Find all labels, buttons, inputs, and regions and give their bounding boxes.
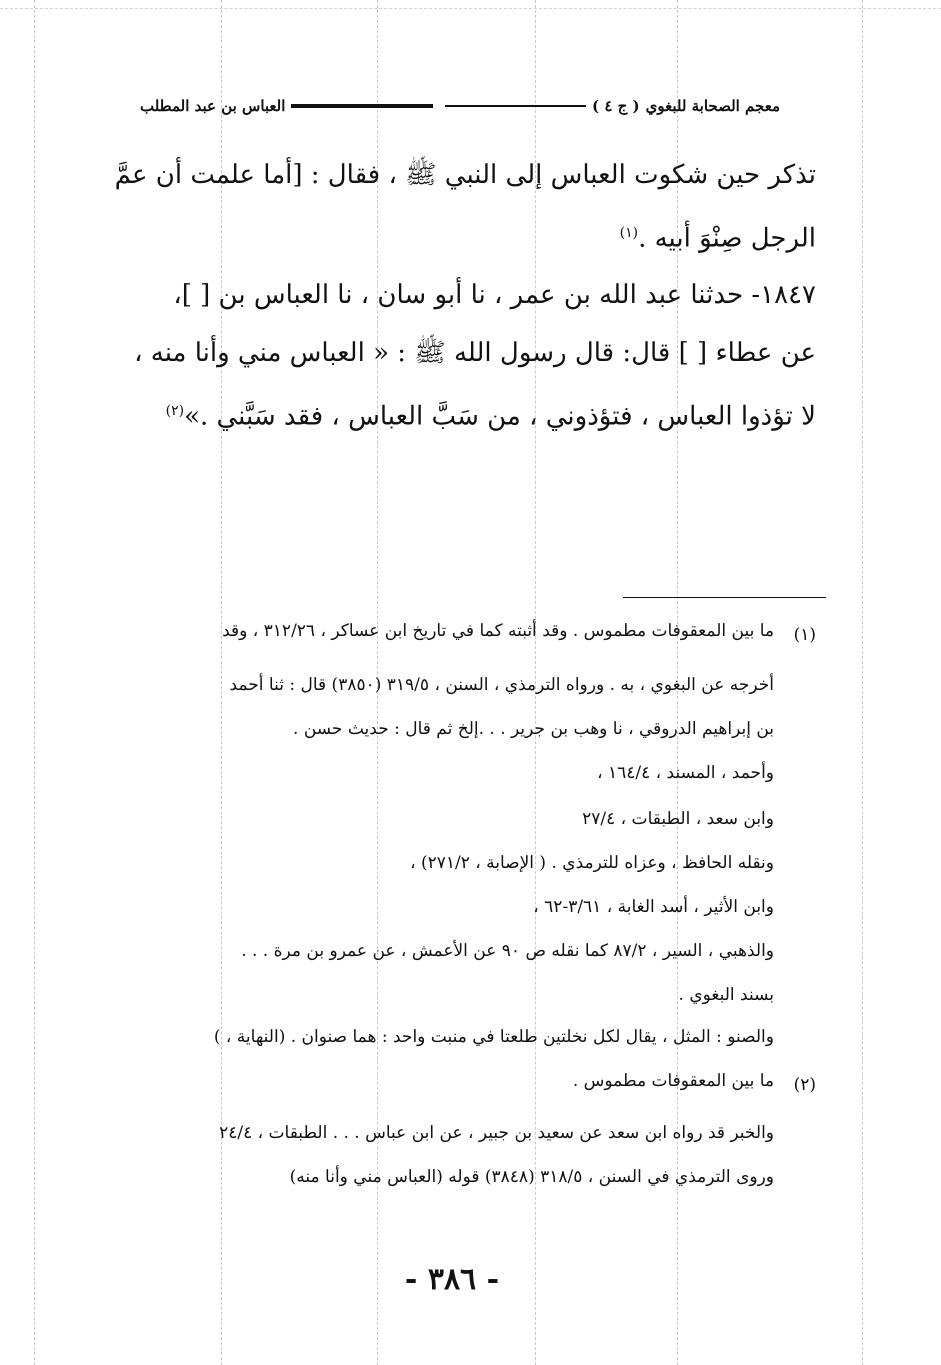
- footnote-line: والخبر قد رواه ابن سعد عن سعيد بن جبير ، عن ابن عباس . . . الطبقات ، ٢٤/٤: [219, 1123, 774, 1143]
- footnote-line: ونقله الحافظ ، وعزاه للترمذي . ( الإصابة ، ٢٧١/٢) ،: [410, 853, 774, 873]
- footnote-line: وأحمد ، المسند ، ١٦٤/٤ ،: [597, 763, 774, 783]
- footnotes: [96, 620, 816, 1200]
- running-header: [140, 92, 780, 120]
- footnote-marker: (١): [793, 625, 816, 645]
- text-line: الرجل صِنْوَ أبيه .$^{(١)}$: [619, 223, 816, 254]
- footnote-line: بن إبراهيم الدروقي ، نا وهب بن جرير . . .إلخ ثم قال : حديث حسن .: [293, 719, 774, 739]
- header-rule: [291, 104, 432, 108]
- footnote-ref: (٢): [165, 403, 185, 419]
- footnote-line: ما بين المعقوفات مطموس . وقد أثبته كما في تاريخ ابن عساكر ، ٣١٢/٢٦ ، وقد: [222, 621, 774, 641]
- header-volume: ( ج ٤ ): [591, 97, 640, 115]
- footnote-line: وابن الأثير ، أسد الغابة ، ٣/٦١-٦٢ ،: [533, 897, 774, 917]
- footnote-line: بسند البغوي .: [678, 985, 774, 1005]
- text-line: تذكر حين شكوت العباس إلى النبي ﷺ ، فقال : [أما علمت أن عمَّ: [114, 160, 816, 190]
- footnote-line: والصنو : المثل ، يقال لكل نخلتين طلعتا في منبت واحد : هما صنوان . (النهاية ، ): [213, 1027, 774, 1047]
- footnote-line: ما بين المعقوفات مطموس .: [572, 1071, 774, 1091]
- footnote-line: والذهبي ، السير ، ٨٧/٢ كما نقله ص ٩٠ عن الأعمش ، عن عمرو بن مرة . . .: [241, 941, 774, 961]
- footnote-line: وروى الترمذي في السنن ، ٣١٨/٥ (٣٨٤٨) قوله (العباس مني وأنا منه): [289, 1167, 774, 1187]
- footnote-marker: (٢): [793, 1075, 816, 1095]
- text-line: عن عطاء [ ] قال: قال رسول الله ﷺ : « العباس مني وأنا منه ،: [134, 338, 816, 368]
- footnote-line: أخرجه عن البغوي ، به . ورواه الترمذي ، السنن ، ٣١٩/٥ (٣٨٥٠) قال : ثنا أحمد: [229, 675, 774, 695]
- header-rule: [445, 105, 586, 107]
- text-line: ١٨٤٧- حدثنا عبد الله بن عمر ، نا أبو سان ، نا العباس بن [ ]،: [173, 280, 816, 310]
- header-chapter: العباس بن عبد المطلب: [139, 97, 286, 115]
- footnote-line: وابن سعد ، الطبقات ، ٢٧/٤: [582, 809, 774, 829]
- text-line: لا تؤذوا العباس ، فتؤذوني ، من سَبَّ العباس ، فقد سَبَّني .»$^{(٢)}$: [165, 401, 816, 432]
- footnote-separator: [623, 597, 826, 598]
- header-book-title: معجم الصحابة للبغوي: [645, 97, 780, 115]
- page-number: - ٣٨٦ -: [404, 1262, 500, 1297]
- footnote-ref: (١): [619, 225, 639, 241]
